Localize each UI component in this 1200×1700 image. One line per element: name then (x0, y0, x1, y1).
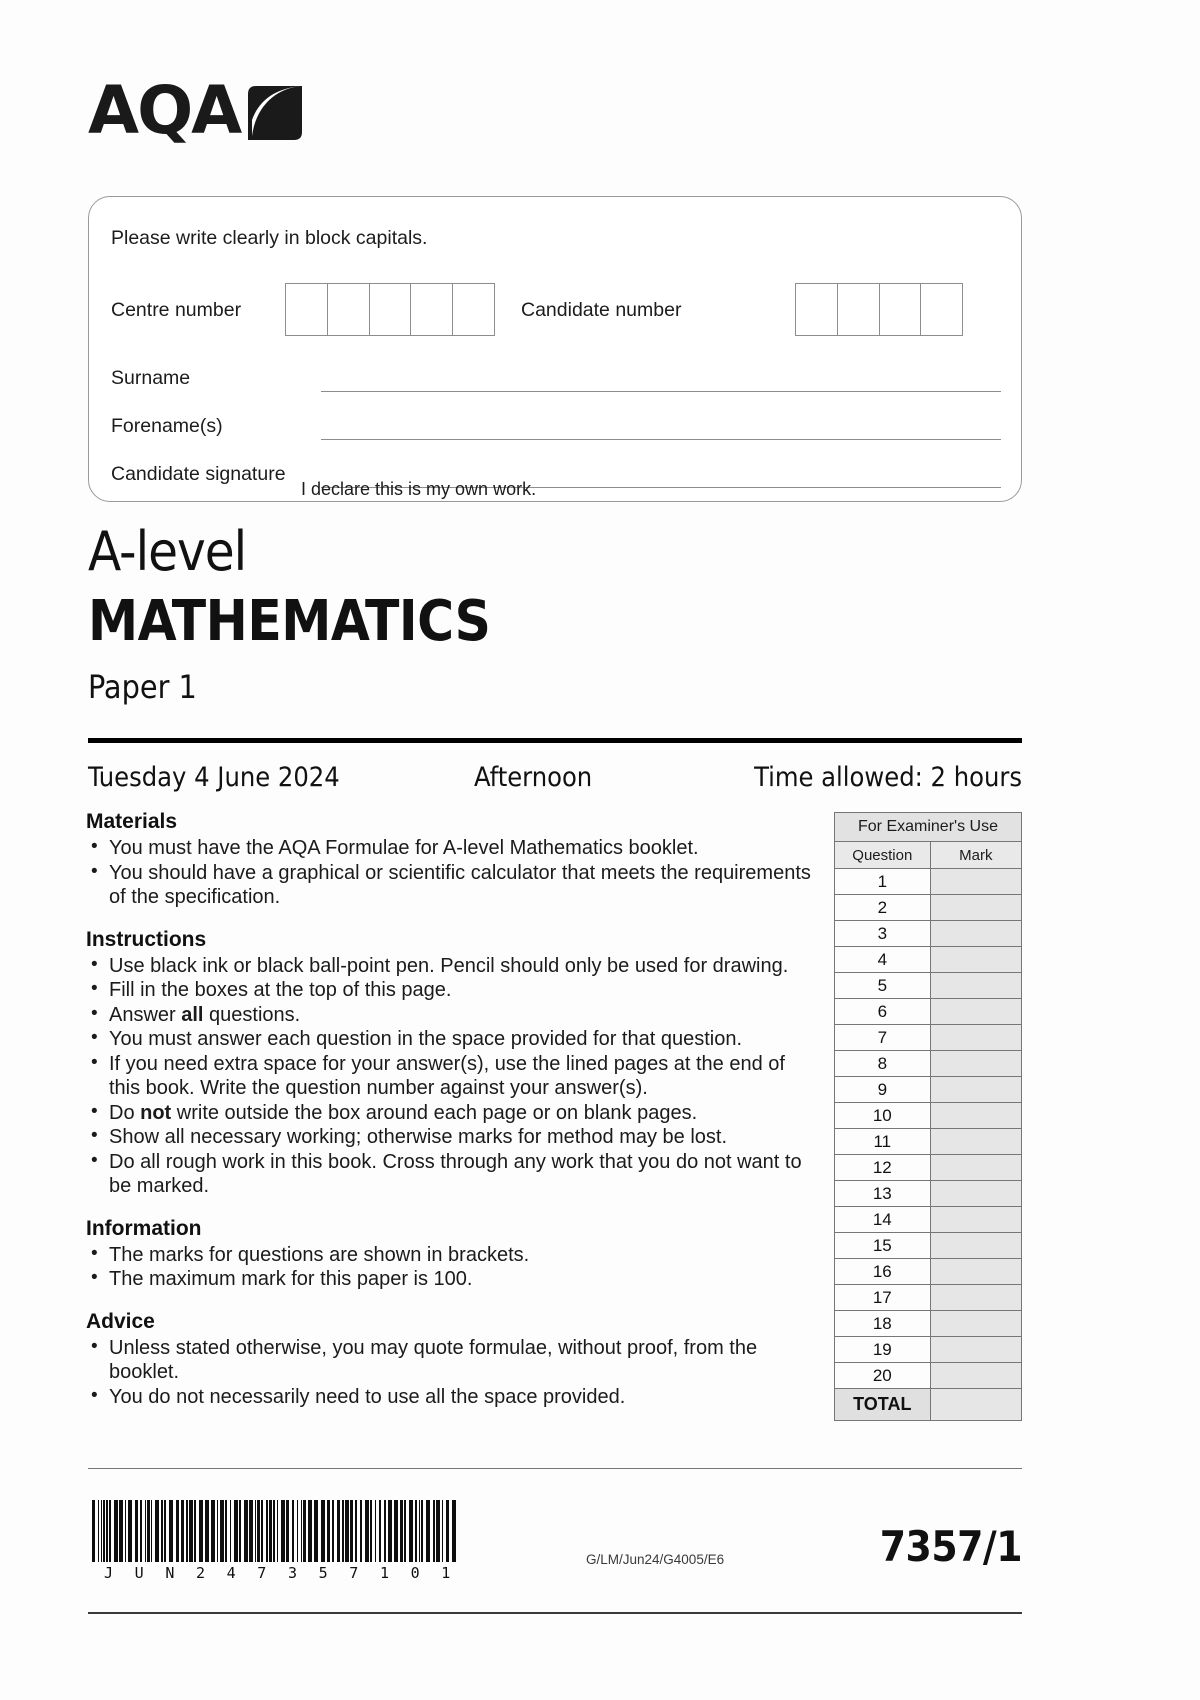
barcode-bar (169, 1500, 173, 1562)
table-row (835, 1025, 1022, 1051)
list-item: • Show all necessary working; otherwise marks for method may be lost. (86, 1125, 816, 1150)
list-item: • Do not write outside the box around each page or on blank pages. (86, 1101, 816, 1126)
barcode-bar (436, 1500, 440, 1562)
list-item: • The maximum mark for this paper is 100. (86, 1267, 816, 1292)
aqa-logo (88, 72, 308, 151)
barcode-bar (125, 1500, 126, 1562)
table-row-total (835, 1389, 1022, 1421)
barcode-bar (244, 1500, 248, 1562)
barcode-bar (281, 1500, 285, 1562)
column-header-mark: Mark (930, 842, 1021, 869)
barcode-bar (415, 1500, 417, 1562)
barcode-bar (145, 1500, 146, 1562)
barcode-bar (261, 1500, 263, 1562)
barcode-image (92, 1500, 457, 1562)
question-number-cell: 17 (835, 1285, 931, 1311)
barcode-bar (101, 1500, 102, 1562)
question-number-cell: 20 (835, 1363, 931, 1389)
list-item: • Fill in the boxes at the top of this page. (86, 978, 816, 1003)
table-row (835, 1285, 1022, 1311)
table-row (835, 1181, 1022, 1207)
centre-number-char-box[interactable] (327, 283, 370, 336)
barcode-bar (332, 1500, 334, 1562)
barcode-bar (308, 1500, 312, 1562)
question-number-cell: 8 (835, 1051, 931, 1077)
candidate-details-box (88, 196, 1022, 502)
mark-cell[interactable] (930, 1103, 1021, 1129)
paper-code: 7357/1 (879, 1522, 1022, 1571)
mark-cell[interactable] (930, 895, 1021, 921)
question-number-cell: 7 (835, 1025, 931, 1051)
barcode-bar (292, 1500, 294, 1562)
candidate-number-char-box[interactable] (795, 283, 838, 336)
list-item: • The marks for questions are shown in brackets. (86, 1243, 816, 1268)
barcode-bar (135, 1500, 138, 1562)
footer-divider (88, 1468, 1022, 1469)
question-number-cell: 18 (835, 1311, 931, 1337)
barcode-bar (257, 1500, 260, 1562)
forenames-input[interactable] (321, 439, 1001, 440)
table-row (835, 1207, 1022, 1233)
total-label-cell: TOTAL (835, 1389, 931, 1421)
barcode-bar (181, 1500, 184, 1562)
barcode-bar (128, 1500, 132, 1562)
barcode-bar (255, 1500, 256, 1562)
emphasis-not: not (140, 1101, 172, 1124)
mark-cell[interactable] (930, 1233, 1021, 1259)
barcode-bar (199, 1500, 203, 1562)
materials-heading: Materials (86, 810, 178, 833)
barcode-bar (370, 1500, 372, 1562)
barcode-bar (350, 1500, 353, 1562)
document-code: G/LM/Jun24/G4005/E6 (586, 1552, 725, 1567)
list-item: • You do not necessarily need to use all the space provided. (86, 1385, 816, 1410)
barcode-bar (342, 1500, 344, 1562)
barcode-bar (230, 1500, 231, 1562)
barcode-bar (106, 1500, 108, 1562)
barcode-bar (147, 1500, 150, 1562)
mark-cell[interactable] (930, 869, 1021, 895)
mark-cell[interactable] (930, 1051, 1021, 1077)
block-capitals-instruction: Please write clearly in block capitals. (111, 227, 428, 249)
forenames-label: Forename(s) (111, 415, 223, 437)
question-number-cell: 3 (835, 921, 931, 947)
barcode-bar (286, 1500, 289, 1562)
exam-meta-row (88, 762, 1022, 798)
question-number-cell: 19 (835, 1337, 931, 1363)
table-row (835, 1337, 1022, 1363)
barcode-block (92, 1500, 457, 1582)
table-row (835, 1233, 1022, 1259)
barcode-bar (321, 1500, 325, 1562)
barcode-bar (365, 1500, 369, 1562)
table-row (835, 1363, 1022, 1389)
barcode-bar (379, 1500, 381, 1562)
candidate-number-input[interactable] (795, 283, 963, 336)
paper-title-block (88, 522, 490, 708)
mark-cell[interactable] (930, 1285, 1021, 1311)
exam-session: Afternoon (474, 762, 593, 793)
barcode-bar (421, 1500, 423, 1562)
surname-input[interactable] (321, 391, 1001, 392)
barcode-bar (419, 1500, 420, 1562)
list-item: • Unless stated otherwise, you may quote formulae, without proof, from the booklet. (86, 1336, 816, 1385)
barcode-bar (355, 1500, 357, 1562)
mark-cell[interactable] (930, 1259, 1021, 1285)
list-item: • You must have the AQA Formulae for A-level Mathematics booklet. (86, 836, 816, 861)
question-number-cell: 5 (835, 973, 931, 999)
list-item: • Use black ink or black ball-point pen. Pencil should only be used for drawing. (86, 954, 816, 979)
forenames-row (111, 411, 1001, 451)
barcode-bar (446, 1500, 449, 1562)
number-fields-row (111, 283, 1001, 337)
mark-cell[interactable] (930, 1181, 1021, 1207)
examiner-table-title: For Examiner's Use (835, 813, 1022, 842)
exam-time-allowed: Time allowed: 2 hours (754, 762, 1022, 793)
table-row (835, 1129, 1022, 1155)
candidate-number-label: Candidate number (521, 299, 682, 321)
mark-cell[interactable] (930, 999, 1021, 1025)
aqa-leaf-icon (242, 80, 308, 151)
barcode-bar (297, 1500, 298, 1562)
mark-cell[interactable] (930, 1025, 1021, 1051)
barcode-bar (234, 1500, 238, 1562)
table-row-header-main (835, 813, 1022, 842)
emphasis-all: all (181, 1003, 204, 1026)
barcode-bar (314, 1500, 318, 1562)
mark-cell[interactable] (930, 1129, 1021, 1155)
barcode-digits: J U N 2 4 7 3 5 7 1 0 1 (104, 1564, 457, 1582)
barcode-bar (114, 1500, 118, 1562)
page-bottom-rule (88, 1612, 1022, 1614)
barcode-bar (384, 1500, 386, 1562)
barcode-bar (400, 1500, 403, 1562)
signature-label: Candidate signature (111, 463, 286, 485)
instructions-heading: Instructions (86, 927, 207, 951)
barcode-bar (161, 1500, 163, 1562)
barcode-bar (151, 1500, 152, 1562)
barcode-bar (217, 1500, 218, 1562)
question-number-cell: 12 (835, 1155, 931, 1181)
barcode-bar (194, 1500, 196, 1562)
table-row (835, 1077, 1022, 1103)
advice-list (86, 1336, 816, 1410)
mark-cell[interactable] (930, 1337, 1021, 1363)
table-row-header-sub (835, 842, 1022, 869)
table-row (835, 1103, 1022, 1129)
barcode-bar (337, 1500, 340, 1562)
materials-list (86, 836, 816, 910)
barcode-bar (239, 1500, 241, 1562)
candidate-number-char-box[interactable] (879, 283, 922, 336)
question-number-cell: 14 (835, 1207, 931, 1233)
question-number-cell: 13 (835, 1181, 931, 1207)
declaration-text: I declare this is my own work. (301, 479, 537, 499)
list-item: • Answer all questions. (86, 1003, 816, 1028)
centre-number-input[interactable] (285, 283, 495, 336)
table-row (835, 1155, 1022, 1181)
centre-number-char-box[interactable] (285, 283, 328, 336)
barcode-bar (303, 1500, 306, 1562)
instructions-column (86, 810, 816, 1409)
barcode-bar (119, 1500, 123, 1562)
title-divider (88, 738, 1022, 743)
mark-cell[interactable] (930, 947, 1021, 973)
question-number-cell: 16 (835, 1259, 931, 1285)
barcode-bar (92, 1500, 95, 1562)
barcode-bar (189, 1500, 193, 1562)
paper-number: Paper 1 (88, 668, 197, 706)
subject-title: MATHEMATICS (88, 589, 491, 654)
question-number-cell: 2 (835, 895, 931, 921)
barcode-bar (301, 1500, 302, 1562)
barcode-bar (205, 1500, 209, 1562)
barcode-bar (266, 1500, 268, 1562)
centre-number-char-box[interactable] (410, 283, 453, 336)
question-number-cell: 15 (835, 1233, 931, 1259)
mark-cell[interactable] (930, 921, 1021, 947)
barcode-bar (140, 1500, 142, 1562)
barcode-bar (426, 1500, 430, 1562)
barcode-bar (164, 1500, 166, 1562)
information-list (86, 1243, 816, 1292)
table-row (835, 895, 1022, 921)
barcode-bar (269, 1500, 272, 1562)
candidate-number-char-box[interactable] (920, 283, 963, 336)
mark-cell[interactable] (930, 1077, 1021, 1103)
barcode-bar (249, 1500, 253, 1562)
advice-heading: Advice (86, 1309, 155, 1333)
mark-cell[interactable] (930, 1311, 1021, 1337)
question-number-cell: 11 (835, 1129, 931, 1155)
centre-number-char-box[interactable] (369, 283, 412, 336)
barcode-bar (452, 1500, 456, 1562)
table-row (835, 1051, 1022, 1077)
qualification-level: A-level (88, 520, 247, 583)
centre-number-char-box[interactable] (452, 283, 495, 336)
question-number-cell: 4 (835, 947, 931, 973)
surname-row (111, 363, 1001, 403)
barcode-bar (345, 1500, 349, 1562)
table-row (835, 1259, 1022, 1285)
question-number-cell: 10 (835, 1103, 931, 1129)
mark-cell[interactable] (930, 973, 1021, 999)
barcode-bar (98, 1500, 99, 1562)
exam-date: Tuesday 4 June 2024 (88, 762, 340, 793)
barcode-bar (388, 1500, 392, 1562)
table-row (835, 1311, 1022, 1337)
list-item: • You must answer each question in the space provided for that question. (86, 1027, 816, 1052)
barcode-bar (327, 1500, 330, 1562)
barcode-bar (442, 1500, 443, 1562)
aqa-wordmark: AQA (88, 72, 241, 149)
barcode-bar (225, 1500, 227, 1562)
barcode-bar (433, 1500, 435, 1562)
list-item: • Do all rough work in this book. Cross through any work that you do not want to be marked. (86, 1150, 816, 1199)
centre-number-label: Centre number (111, 299, 242, 321)
table-row (835, 869, 1022, 895)
barcode-bar (273, 1500, 275, 1562)
table-row (835, 973, 1022, 999)
barcode-bar (211, 1500, 215, 1562)
barcode-bar (220, 1500, 224, 1562)
barcode-bar (155, 1500, 159, 1562)
table-row (835, 921, 1022, 947)
barcode-bar (109, 1500, 111, 1562)
table-row (835, 947, 1022, 973)
barcode-bar (176, 1500, 179, 1562)
question-number-cell: 9 (835, 1077, 931, 1103)
table-row (835, 999, 1022, 1025)
mark-cell[interactable] (930, 1207, 1021, 1233)
mark-cell[interactable] (930, 1363, 1021, 1389)
information-heading: Information (86, 1216, 202, 1240)
total-mark-cell[interactable] (930, 1389, 1021, 1421)
barcode-bar (186, 1500, 188, 1562)
instructions-list (86, 954, 816, 1199)
barcode-bar (409, 1500, 413, 1562)
barcode-bar (404, 1500, 406, 1562)
surname-label: Surname (111, 367, 191, 389)
examiner-use-table (834, 812, 1022, 1421)
column-header-question: Question (835, 842, 931, 869)
mark-cell[interactable] (930, 1155, 1021, 1181)
list-item: • You should have a graphical or scientific calculator that meets the requirements of the specification. (86, 861, 816, 910)
candidate-number-char-box[interactable] (837, 283, 880, 336)
signature-row (111, 459, 1001, 499)
list-item: • If you need extra space for your answer(s), use the lined pages at the end of this book. Write the question number against your answer(s). (86, 1052, 816, 1101)
barcode-bar (394, 1500, 398, 1562)
question-number-cell: 6 (835, 999, 931, 1025)
barcode-bar (277, 1500, 278, 1562)
barcode-bar (360, 1500, 362, 1562)
barcode-bar (103, 1500, 105, 1562)
question-number-cell: 1 (835, 869, 931, 895)
barcode-bar (375, 1500, 376, 1562)
